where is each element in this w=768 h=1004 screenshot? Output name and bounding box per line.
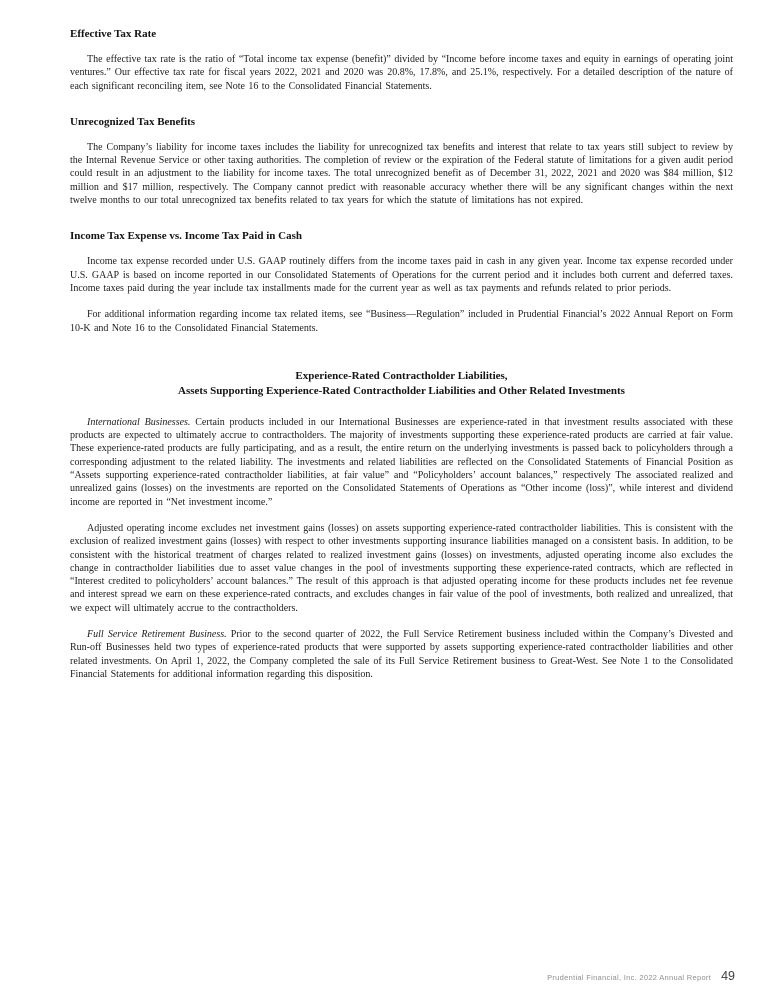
heading-line-1: Experience-Rated Contractholder Liabilities, — [295, 369, 508, 382]
paragraph-text: The Company’s liability for income taxes includes the liability for unrecognized tax benefits and interest that relate to tax years still subject to review by the Internal Revenue Service or other taxing authorities. The completion of review or the expiration of the Federal statute of limitations for a given audit period could result in an adjustment to the liability for income taxes. The total unrecognized benefit as of December 31, 2022, 2021 and 2020 was $84 million, $12 million and $17 million, respectively. The Company cannot predict with reasonable accuracy whether there will be any significant changes within the next twelve months to our total unrecognized tax benefits related to tax years for which the statute of limitations has not expired. — [70, 141, 733, 207]
paragraph-text: The effective tax rate is the ratio of “Total income tax expense (benefit)” divided by “Income before income taxes and equity in earnings of operating joint ventures.” Our effective tax rate for fiscal years 2022, 2021 and 2020 was 20.8%, 17.8%, and 25.1%, respectively. For a detailed description of the nature of each significant reconciling item, see Note 16 to the Consolidated Financial Statements. — [70, 54, 733, 92]
section-heading-experience-rated — [70, 369, 733, 399]
paragraph-lead-full-service-retirement: Full Service Retirement Business. — [87, 629, 227, 641]
paragraph-lead-international-businesses: International Businesses. — [87, 416, 191, 428]
heading-line-2: Assets Supporting Experience-Rated Contractholder Liabilities and Other Related Investments — [178, 384, 625, 397]
footer-report-label: Prudential Financial, Inc. 2022 Annual Report — [547, 973, 712, 982]
section-unrecognized-tax-benefits — [70, 115, 733, 207]
section-income-tax-expense-vs-paid — [70, 229, 733, 334]
section-heading-effective-tax-rate: Effective Tax Rate — [70, 28, 157, 40]
footer-page-number: 49 — [721, 969, 735, 983]
paragraph-income-tax-expense-2 — [70, 308, 733, 335]
paragraph-unrecognized-tax-benefits — [70, 141, 733, 207]
section-experience-rated — [70, 369, 733, 681]
paragraph-international-businesses — [70, 416, 733, 509]
paragraph-text: For additional information regarding income tax related items, see “Business—Regulation” included in Prudential Financial’s 2022 Annual Report on Form 10-K and Note 16 to the Consolidated Financial Statements. — [70, 309, 733, 334]
paragraph-text: Prior to the second quarter of 2022, the Full Service Retirement business included within the Company’s Divested and Run-off Businesses held two types of experience-rated products that were supported by assets supporting experience-rated contractholder liabilities and other related investments. On April 1, 2022, the Company completed the sale of its Full Service Retirement business to Great-West. See Note 1 to the Consolidated Financial Statements for additional information regarding this disposition. — [70, 629, 733, 680]
section-effective-tax-rate — [70, 27, 733, 93]
paragraph-text: Adjusted operating income excludes net investment gains (losses) on assets supporting experience-rated contractholder liabilities. This is consistent with the exclusion of realized investment gains (losses) with respect to other investments supporting insurance liabilities managed on a consistent basis. In addition, to be consistent with the historical treatment of charges related to realized investment gains (losses) on investments, adjusted operating income also excludes the change in contractholder liabilities due to asset value changes in the pool of investments supporting these experience-rated contracts, which are reflected in “Interest credited to policyholders’ account balances.” The result of this approach is that adjusted operating income for these products includes net fee revenue and interest spread we earn on these experience-rated contracts, and excludes changes in fair value of the pool of investments, both realized and unrealized, that we expect will ultimately accrue to the contractholders. — [70, 522, 733, 614]
paragraph-text: Certain products included in our International Businesses are experience-rated in that investment results associated with these products are expected to ultimately accrue to contractholders. The majority of investments supporting these experience-rated products are carried at fair value. These experience-rated products are fully participating, and as a result, the entire return on the underlying investments is passed back to policyholders through a corresponding adjustment to the related liability. The investments and related liabilities are reflected on the Consolidated Statements of Financial Position as “Assets supporting experience-rated contractholder liabilities, at fair value” and “Policyholders’ account balances,” respectively The associated realized and unrealized gains (losses) on the investments are reported on the Consolidated Statements of Operations as “Other income (loss)”, while interest and dividend income are reported in “Net investment income.” — [70, 416, 733, 508]
paragraph-text: Income tax expense recorded under U.S. GAAP routinely differs from the income taxes paid in cash in any given year. Income tax expense recorded under U.S. GAAP is based on income reported in our Consolidated Statements of Operations for the current period and it includes both current and deferred taxes. Income taxes paid during the year include tax installments made for the current year as well as tax payments and refunds related to prior periods. — [70, 256, 733, 294]
paragraph-effective-tax-rate — [70, 53, 733, 93]
paragraph-income-tax-expense-1 — [70, 255, 733, 295]
section-heading-income-tax-expense-vs-paid: Income Tax Expense vs. Income Tax Paid in Cash — [70, 230, 302, 243]
page-footer — [547, 969, 735, 983]
paragraph-full-service-retirement — [70, 628, 733, 681]
section-heading-unrecognized-tax-benefits: Unrecognized Tax Benefits — [70, 115, 196, 128]
paragraph-adjusted-operating-income — [70, 522, 733, 615]
